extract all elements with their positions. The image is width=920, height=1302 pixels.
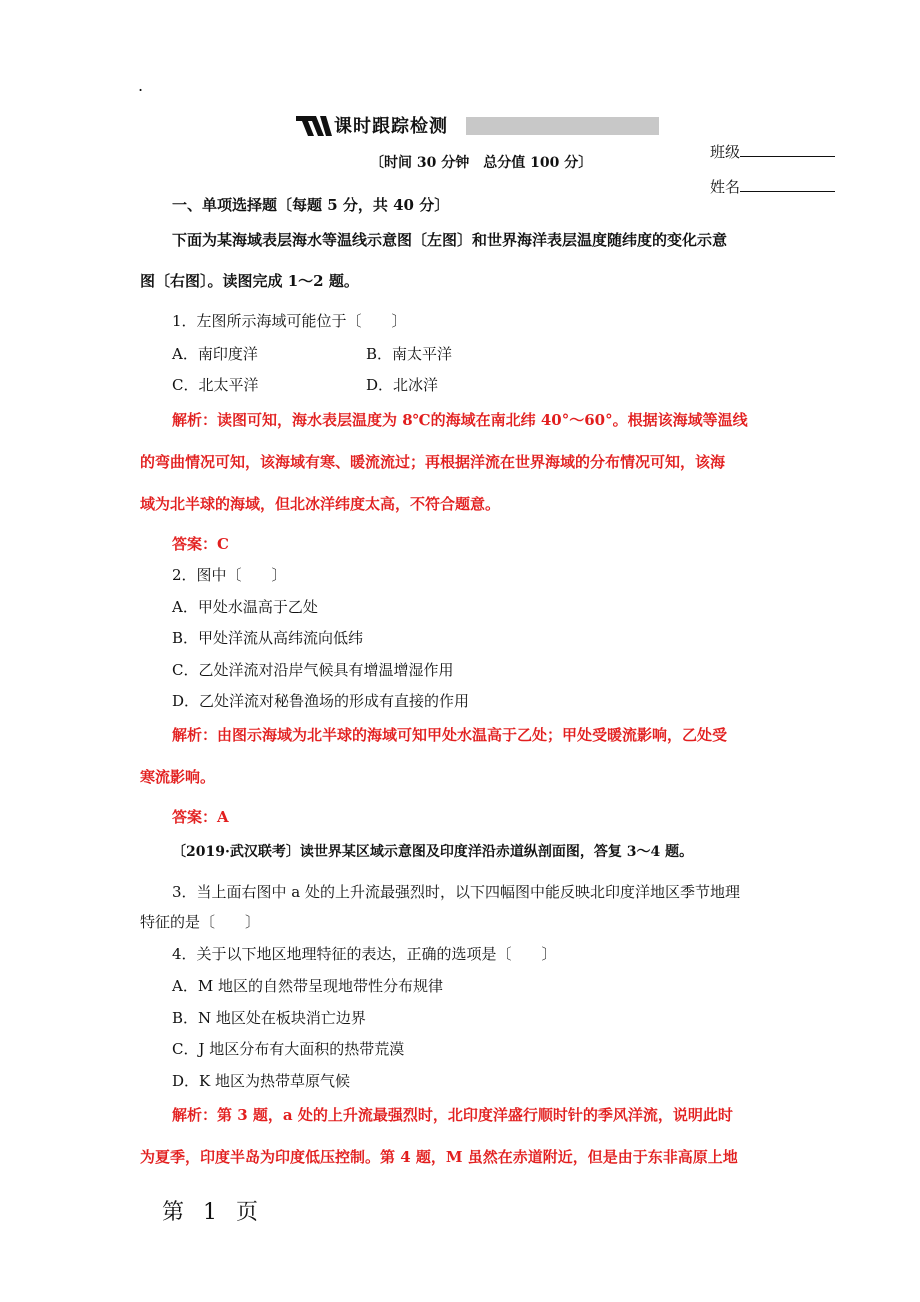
- section-banner: [296, 114, 659, 136]
- q4-option-c: C．J 地区分布有大面积的热带荒漠: [172, 1040, 405, 1058]
- q1-explanation-line3: 域为北半球的海域，但北冰洋纬度太高，不符合题意。: [140, 495, 501, 513]
- name-field: [710, 176, 835, 197]
- q1-stem: 1．左图所示海域可能位于〔 〕: [172, 312, 407, 330]
- q1-option-b: B．南太平洋: [366, 345, 453, 363]
- q1-explanation-line1: 解析：读图可知，海水表层温度为 8℃的海域在南北纬 40°～60°。根据该海域等温线: [172, 411, 748, 429]
- top-dot: .: [138, 76, 144, 95]
- section2-intro: [172, 841, 693, 861]
- q2-stem: 2．图中〔 〕: [172, 566, 287, 584]
- q2-answer: 答案：A: [172, 808, 229, 826]
- q1-option-d: D．北冰洋: [366, 376, 439, 394]
- class-field: [710, 141, 835, 162]
- q3-stem-line2: 特征的是〔 〕: [140, 913, 261, 931]
- name-input-line[interactable]: [740, 177, 835, 192]
- q4-explanation-line2: 为夏季，印度半岛为印度低压控制。第 4 题，M 虽然在赤道附近，但是由于东非高原上地: [140, 1148, 738, 1166]
- section2-source-tag: 〔2019·武汉联考〕: [172, 844, 300, 860]
- q4-option-a: A．M 地区的自然带呈现地带性分布规律: [172, 977, 443, 995]
- exam-meta: 〔时间 30 分钟 总分值 100 分〕: [370, 155, 593, 171]
- banner-bar: [466, 117, 659, 135]
- q4-option-b: B．N 地区处在板块消亡边界: [172, 1009, 366, 1027]
- q4-option-d: D．K 地区为热带草原气候: [172, 1072, 351, 1090]
- q2-option-c: C．乙处洋流对沿岸气候具有增温增湿作用: [172, 661, 454, 679]
- banner-stripes-icon: [296, 116, 332, 136]
- section1-intro-line1: 下面为某海域表层海水等温线示意图〔左图〕和世界海洋表层温度随纬度的变化示意: [172, 231, 728, 249]
- q1-explanation-line2: 的弯曲情况可知，该海域有寒、暖流流过；再根据洋流在世界海域的分布情况可知，该海: [140, 453, 726, 471]
- q2-option-b: B．甲处洋流从高纬流向低纬: [172, 629, 364, 647]
- q2-explanation-line2: 寒流影响。: [140, 768, 216, 786]
- q3-stem-line1: 3．当上面右图中 a 处的上升流最强烈时，以下四幅图中能反映北印度洋地区季节地理: [172, 883, 741, 901]
- q4-explanation-line1: 解析：第 3 题，a 处的上升流最强烈时，北印度洋盛行顺时针的季风洋流，说明此时: [172, 1106, 733, 1124]
- name-label: 姓名: [710, 178, 741, 196]
- section1-heading: 一、单项选择题〔每题 5 分，共 40 分〕: [172, 196, 450, 214]
- class-input-line[interactable]: [740, 142, 835, 157]
- banner-title: 课时跟踪检测: [334, 116, 448, 137]
- q2-option-d: D．乙处洋流对秘鲁渔场的形成有直接的作用: [172, 692, 470, 710]
- q2-explanation-line1: 解析：由图示海域为北半球的海域可知甲处水温高于乙处；甲处受暖流影响，乙处受: [172, 726, 728, 744]
- q1-answer: 答案：C: [172, 535, 229, 553]
- class-label: 班级: [710, 143, 741, 161]
- q4-stem: 4．关于以下地区地理特征的表达，正确的选项是〔 〕: [172, 945, 557, 963]
- page-number: 第 1 页: [162, 1200, 264, 1225]
- q2-option-a: A．甲处水温高于乙处: [172, 598, 318, 616]
- q1-option-a: A．南印度洋: [172, 345, 258, 363]
- q1-option-c: C．北太平洋: [172, 376, 259, 394]
- section1-intro-line2: 图〔右图〕。读图完成 1～2 题。: [140, 272, 359, 290]
- section2-intro-text: 读世界某区域示意图及印度洋沿赤道纵剖面图，答复 3～4 题。: [299, 844, 694, 860]
